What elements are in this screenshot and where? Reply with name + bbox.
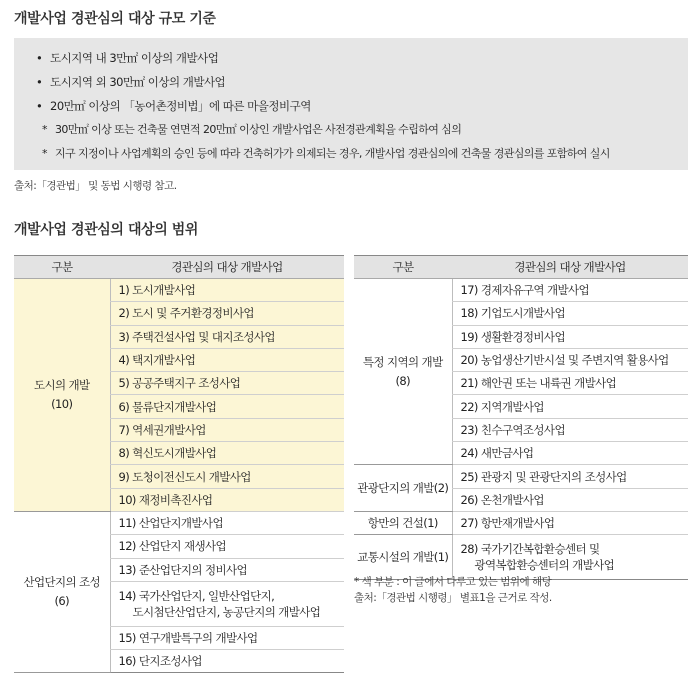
- bullet-icon: •: [36, 75, 43, 89]
- category-cell: [354, 279, 452, 465]
- header-projects: 경관심의 대상 개발사업: [452, 256, 688, 279]
- project-item: 6) 물류단지개발사업: [110, 395, 344, 418]
- project-item: 5) 공공주택지구 조성사업: [110, 372, 344, 395]
- criteria-bullet: • 20만㎡ 이상의 「농어촌정비법」에 따른 마을정비구역: [36, 94, 688, 118]
- criteria-bullet: • 도시지역 내 3만㎡ 이상의 개발사업: [36, 46, 688, 70]
- table-row: [354, 465, 688, 488]
- project-item: 28) 국가기간복합환승센터 및 광역복합환승센터의 개발사업: [452, 535, 688, 580]
- criteria-bullet: • 도시지역 외 30만㎡ 이상의 개발사업: [36, 70, 688, 94]
- project-item: 4) 택지개발사업: [110, 348, 344, 371]
- left-scope-table: [14, 255, 344, 673]
- project-item: 27) 항만재개발사업: [452, 511, 688, 534]
- project-item: 9) 도청이전신도시 개발사업: [110, 465, 344, 488]
- category-name: 산업단지의 조성: [23, 575, 101, 590]
- category-cell: [354, 465, 452, 512]
- category-cell: [14, 511, 110, 672]
- project-item: 24) 새만금사업: [452, 442, 688, 465]
- bullet-icon: •: [36, 99, 43, 113]
- project-item: 1) 도시개발사업: [110, 279, 344, 302]
- project-item: 15) 연구개발특구의 개발사업: [110, 626, 344, 649]
- project-item: 8) 혁신도시개발사업: [110, 442, 344, 465]
- project-item: 20) 농업생산기반시설 및 주변지역 활용사업: [452, 348, 688, 371]
- category-cell: [14, 279, 110, 512]
- project-item: 16) 단지조성사업: [110, 650, 344, 673]
- project-item: 7) 역세권개발사업: [110, 418, 344, 441]
- project-item: 12) 산업단지 재생사업: [110, 535, 344, 558]
- right-scope-table: [354, 255, 688, 580]
- project-item: 13) 준산업단지의 정비사업: [110, 558, 344, 581]
- category-count: (10): [51, 396, 73, 411]
- footnotes: [354, 574, 552, 606]
- category-name: 항만의 건설(1): [367, 515, 438, 530]
- criteria-box: [14, 38, 688, 170]
- project-item: 21) 해안권 또는 내륙권 개발사업: [452, 372, 688, 395]
- category-cell: [354, 511, 452, 534]
- table-header-row: [14, 256, 344, 279]
- footnote-source: 출처:「경관법 시행령」 별표1을 근거로 작성.: [354, 592, 552, 604]
- section-title-scope: 개발사업 경관심의 대상의 범위: [14, 222, 199, 238]
- header-projects: 경관심의 대상 개발사업: [110, 256, 344, 279]
- header-category: 구분: [14, 256, 110, 279]
- table-row: [354, 279, 688, 302]
- project-item: 14) 국가산업단지, 일반산업단지, 도시첨단산업단지, 농공단지의 개발사업: [110, 581, 344, 626]
- project-item: 2) 도시 및 주거환경정비사업: [110, 302, 344, 325]
- category-count: (6): [54, 594, 69, 609]
- project-item: 25) 관광지 및 관광단지의 조성사업: [452, 465, 688, 488]
- source-note: 출처:「경관법」 및 동법 시행령 참고.: [14, 180, 177, 192]
- table-row: [14, 279, 344, 302]
- asterisk-icon: *: [42, 123, 47, 136]
- bullet-icon: •: [36, 51, 43, 65]
- criteria-note: * 30만㎡ 이상 또는 건축물 연면적 20만㎡ 이상인 개발사업은 사전경관계획을 수립하여 심의: [36, 118, 688, 142]
- category-name: 도시의 개발: [33, 377, 90, 392]
- project-item: 11) 산업단지개발사업: [110, 511, 344, 534]
- project-item: 17) 경제자유구역 개발사업: [452, 279, 688, 302]
- category-name: 교통시설의 개발(1): [357, 549, 449, 564]
- project-item: 23) 친수구역조성사업: [452, 418, 688, 441]
- criteria-note: * 지구 지정이나 사업계획의 승인 등에 따라 건축허가가 의제되는 경우, 개발사업 경관심의에 건축물 경관심의를 포함하여 실시: [36, 142, 688, 166]
- project-item: 19) 생활환경정비사업: [452, 325, 688, 348]
- asterisk-icon: *: [42, 147, 47, 160]
- project-item: 26) 온천개발사업: [452, 488, 688, 511]
- footnote-highlight: * 색 부분 : 이 글에서 다루고 있는 범위에 해당: [354, 576, 552, 588]
- table-row: [14, 511, 344, 534]
- project-item: 22) 지역개발사업: [452, 395, 688, 418]
- category-name: 관광단지의 개발(2): [357, 480, 449, 495]
- category-name: 특정 지역의 개발: [362, 354, 443, 369]
- project-item: 18) 기업도시개발사업: [452, 302, 688, 325]
- table-row: [354, 511, 688, 534]
- project-item: 3) 주택건설사업 및 대지조성사업: [110, 325, 344, 348]
- category-count: (8): [395, 373, 410, 388]
- header-category: 구분: [354, 256, 452, 279]
- table-header-row: [354, 256, 688, 279]
- section-title-criteria: 개발사업 경관심의 대상 규모 기준: [14, 11, 216, 27]
- project-item: 10) 재정비촉진사업: [110, 488, 344, 511]
